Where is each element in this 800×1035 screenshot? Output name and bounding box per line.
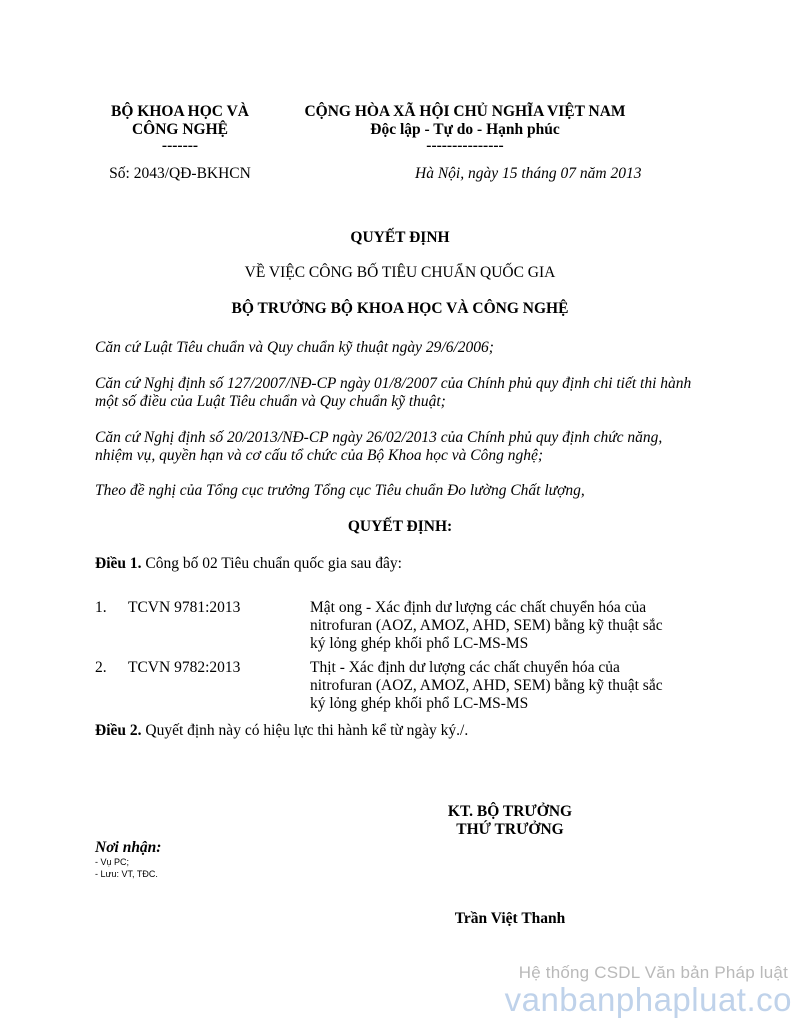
standard-title-line: nitrofuran (AOZ, AMOZ, AHD, SEM) bằng kỹ thuật sắc <box>310 617 663 634</box>
list-item <box>95 659 715 715</box>
standard-title-line: Thịt - Xác định dư lượng các chất chuyển hóa của <box>310 659 620 676</box>
issuing-authority: BỘ TRƯỞNG BỘ KHOA HỌC VÀ CÔNG NGHỆ <box>231 300 569 317</box>
decision-heading: QUYẾT ĐỊNH: <box>347 518 453 535</box>
article-1 <box>95 555 715 573</box>
standard-title <box>310 659 680 713</box>
item-number: 1. <box>95 599 107 616</box>
standard-title <box>310 599 680 653</box>
standard-code: TCVN 9781:2013 <box>128 599 241 616</box>
standard-code: TCVN 9782:2013 <box>128 659 241 676</box>
signature-block <box>420 803 600 839</box>
basis-3-cont: nhiệm vụ, quyền hạn và cơ cấu tổ chức của Bộ Khoa học và Công nghệ; <box>95 447 544 464</box>
ministry-name <box>95 103 265 153</box>
document-subject: VỀ VIỆC CÔNG BỐ TIÊU CHUẨN QUỐC GIA <box>244 264 556 281</box>
document-type: QUYẾT ĐỊNH <box>350 229 450 246</box>
proposal-basis: Theo đề nghị của Tổng cục trưởng Tổng cục Tiêu chuẩn Đo lường Chất lượng, <box>95 482 585 499</box>
list-item <box>95 599 715 655</box>
signature-title-2: THỨ TRƯỞNG <box>456 821 564 838</box>
basis-3: Căn cứ Nghị định số 20/2013/NĐ-CP ngày 26/02/2013 của Chính phủ quy định chức năng, <box>95 429 663 446</box>
motto-rule: --------------- <box>426 137 504 154</box>
basis-1: Căn cứ Luật Tiêu chuẩn và Quy chuẩn kỹ thuật ngày 29/6/2006; <box>95 339 494 356</box>
article-2 <box>95 722 715 740</box>
signer-name: Trần Việt Thanh <box>454 910 566 927</box>
recipient-item: - Vụ PC; <box>95 857 130 867</box>
watermark-site: vanbanphapluat.co <box>504 981 792 1018</box>
article-1-text: Công bố 02 Tiêu chuẩn quốc gia sau đây: <box>141 555 402 572</box>
motto: Độc lập - Tự do - Hạnh phúc <box>370 121 560 138</box>
document-number: Số: 2043/QĐ-BKHCN <box>109 165 251 182</box>
standard-title-line: ký lỏng ghép khối phổ LC-MS-MS <box>310 695 529 712</box>
standard-title-line: nitrofuran (AOZ, AMOZ, AHD, SEM) bằng kỹ thuật sắc <box>310 677 663 694</box>
ministry-line-1: BỘ KHOA HỌC VÀ <box>111 103 249 120</box>
standard-title-line: ký lỏng ghép khối phổ LC-MS-MS <box>310 635 529 652</box>
basis-2: Căn cứ Nghị định số 127/2007/NĐ-CP ngày 01/8/2007 của Chính phủ quy định chi tiết thi hành <box>95 375 692 392</box>
standard-title-line: Mật ong - Xác định dư lượng các chất chuyển hóa của <box>310 599 647 616</box>
ministry-line-2: CÔNG NGHỆ <box>131 121 229 138</box>
article-1-label: Điều 1. <box>95 555 142 572</box>
watermark-caption: Hệ thống CSDL Văn bản Pháp luật <box>518 963 788 982</box>
item-number: 2. <box>95 659 107 676</box>
ministry-rule: ------- <box>161 137 199 154</box>
recipients-heading: Nơi nhận: <box>95 839 162 856</box>
article-2-label: Điều 2. <box>95 722 142 739</box>
country-name: CỘNG HÒA XÃ HỘI CHỦ NGHĨA VIỆT NAM <box>304 103 626 120</box>
national-title <box>295 103 635 153</box>
basis-2-cont: một số điều của Luật Tiêu chuẩn và Quy chuẩn kỹ thuật; <box>95 393 446 410</box>
signature-title-1: KT. BỘ TRƯỞNG <box>447 803 573 820</box>
recipient-item: - Lưu: VT, TĐC. <box>95 869 158 879</box>
article-2-text: Quyết định này có hiệu lực thi hành kể từ ngày ký./. <box>141 722 469 739</box>
place-date: Hà Nội, ngày 15 tháng 07 năm 2013 <box>415 165 642 182</box>
